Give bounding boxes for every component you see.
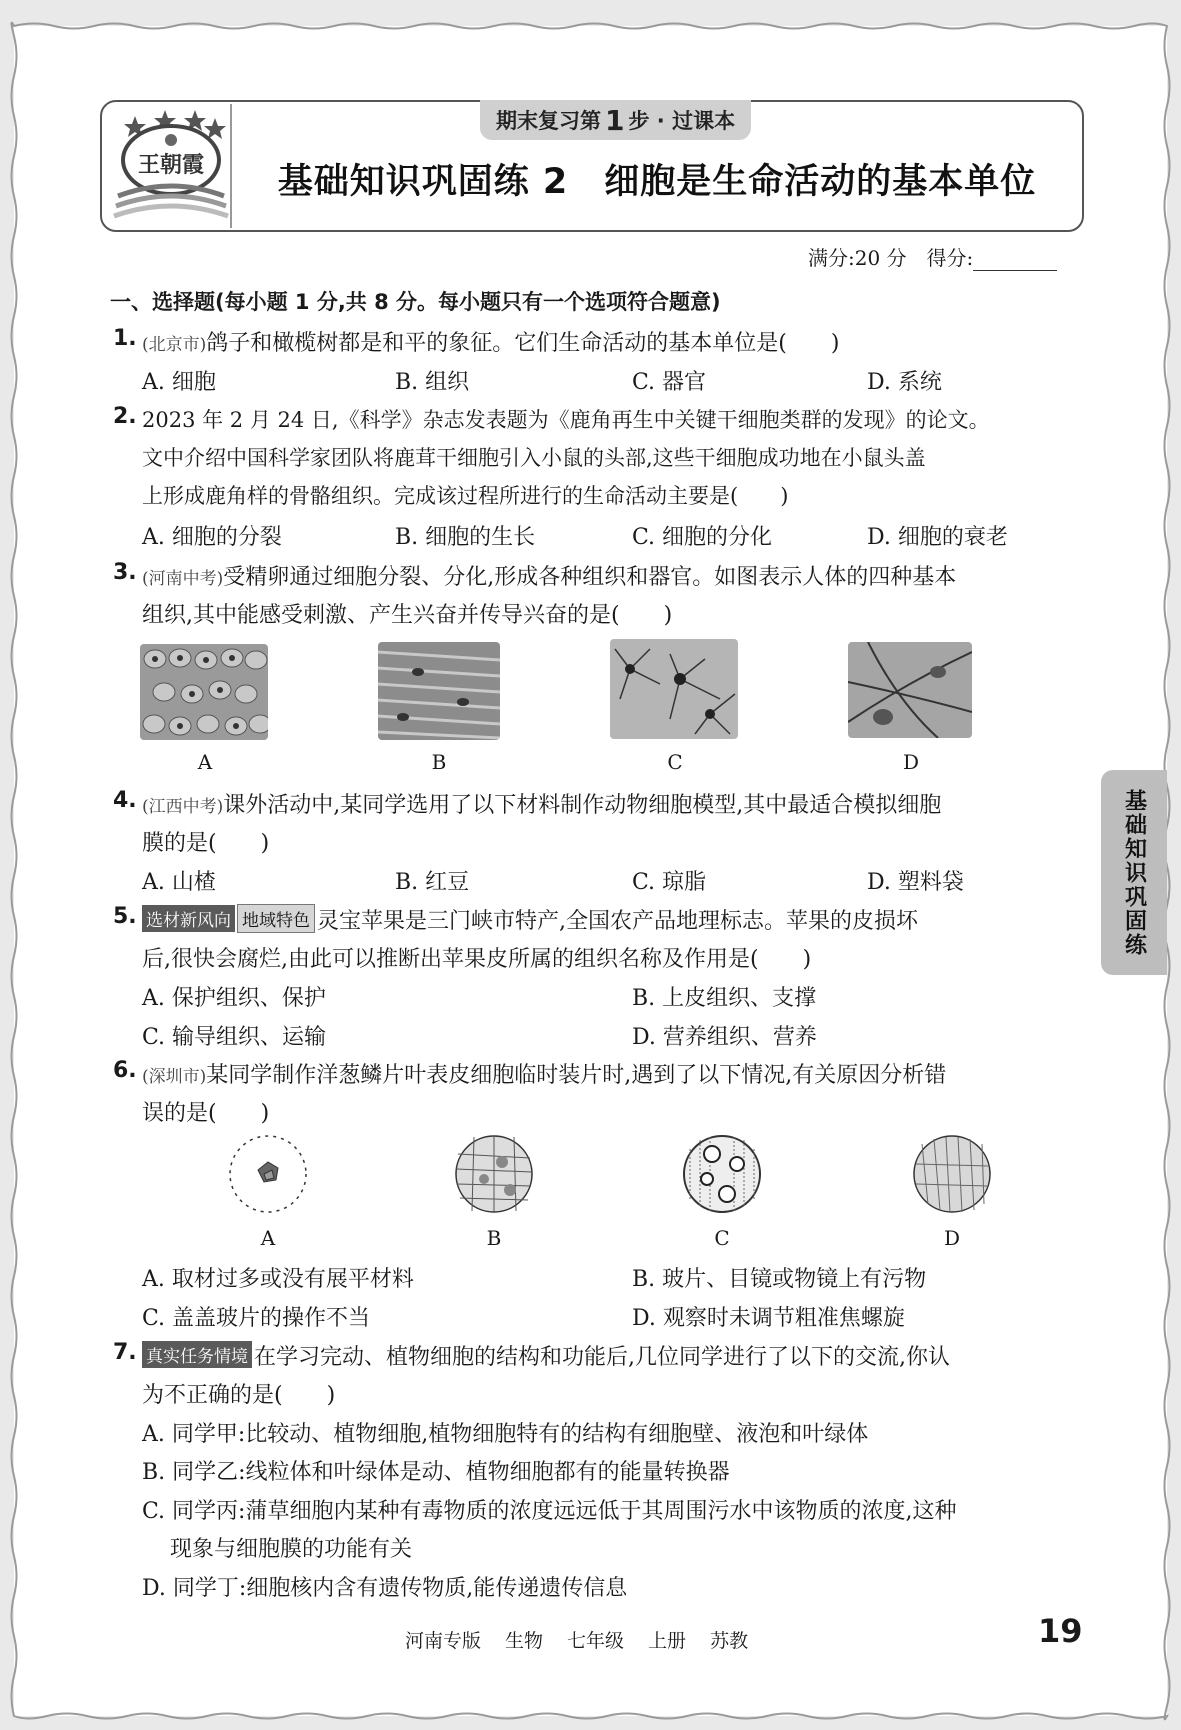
question-6-line-1: (深圳市)某同学制作洋葱鳞片叶表皮细胞临时装片时,遇到了以下情况,有关原因分析错 (142, 1063, 947, 1088)
q6-option-a[interactable]: A. 取材过多或没有展平材料 (142, 1267, 414, 1292)
question-6-number: 6. (113, 1058, 137, 1083)
slide-image-a (228, 1134, 308, 1214)
q2-option-b[interactable]: B. 细胞的生长 (395, 525, 536, 550)
q1-option-d[interactable]: D. 系统 (867, 370, 942, 395)
q2-option-a[interactable]: A. 细胞的分裂 (142, 525, 282, 550)
question-2-number: 2. (113, 404, 137, 429)
header-box (100, 100, 1084, 232)
q2-option-d[interactable]: D. 细胞的衰老 (867, 525, 1008, 550)
footer-subject: 生物 (505, 1630, 544, 1652)
page-title: 基础知识巩固练 2 细胞是生命活动的基本单位 (277, 162, 1037, 202)
step-prefix: 期末复习第 (496, 109, 601, 133)
footer-grade: 七年级 (567, 1630, 625, 1652)
question-2-line-2: 文中介绍中国科学家团队将鹿茸干细胞引入小鼠的头部,这些干细胞成功地在小鼠头盖 (142, 446, 926, 470)
step-tab (480, 100, 751, 140)
q7-option-a[interactable]: A. 同学甲:比较动、植物细胞,植物细胞特有的结构有细胞壁、液泡和叶绿体 (142, 1422, 869, 1447)
slide-image-d (912, 1134, 992, 1214)
q4-option-a[interactable]: A. 山楂 (142, 870, 216, 895)
score-box (808, 242, 1057, 271)
side-tab-label: 基础知识巩固练 (1121, 788, 1147, 957)
question-3-line-2: 组织,其中能感受刺激、产生兴奋并传导兴奋的是( ) (142, 603, 673, 628)
question-1-number: 1. (113, 326, 137, 351)
step-number: 1 (605, 103, 625, 137)
q6-option-b[interactable]: B. 玻片、目镜或物镜上有污物 (632, 1267, 927, 1292)
q2-option-c[interactable]: C. 细胞的分化 (632, 525, 773, 550)
q5-option-c[interactable]: C. 输导组织、运输 (142, 1025, 327, 1050)
q6-option-c[interactable]: C. 盖盖玻片的操作不当 (142, 1306, 371, 1331)
footer-volume: 上册 (648, 1630, 687, 1652)
q5-option-d[interactable]: D. 营养组织、营养 (632, 1025, 817, 1050)
slide-image-b (454, 1134, 534, 1214)
question-4-line-2: 膜的是( ) (142, 831, 270, 856)
question-2-line-1: 2023 年 2 月 24 日,《科学》杂志发表题为《鹿角再生中关键干细胞类群的发现》的论文。 (142, 408, 990, 432)
q4-option-d[interactable]: D. 塑料袋 (867, 870, 964, 895)
q6-label-b: B (486, 1226, 502, 1250)
footer-edition: 河南专版 (405, 1630, 482, 1652)
q1-option-a[interactable]: A. 细胞 (142, 370, 216, 395)
svg-text:王朝霞: 王朝霞 (137, 152, 205, 178)
question-3-number: 3. (113, 560, 137, 585)
section-heading: 一、选择题(每小题 1 分,共 8 分。每小题只有一个选项符合题意) (110, 290, 721, 314)
logo-divider (230, 104, 232, 228)
muscle-tissue-image (378, 642, 500, 740)
question-4-line-1: (江西中考)课外活动中,某同学选用了以下材料制作动物细胞模型,其中最适合模拟细胞 (142, 793, 942, 818)
nervous-tissue-image (610, 639, 738, 739)
brand-logo (112, 110, 230, 222)
q6-label-a: A (260, 1226, 276, 1250)
q1-option-c[interactable]: C. 器官 (632, 370, 707, 395)
q3-label-c: C (667, 750, 683, 774)
q5-option-a[interactable]: A. 保护组织、保护 (142, 986, 326, 1011)
question-5-number: 5. (113, 904, 137, 929)
q3-label-d: D (902, 750, 920, 774)
question-1-line-1: (北京市)鸽子和橄榄树都是和平的象征。它们生命活动的基本单位是( ) (142, 331, 840, 356)
q7-option-c[interactable]: C. 同学丙:蒲草细胞内某种有毒物质的浓度远远低于其周围污水中该物质的浓度,这种 (142, 1499, 957, 1524)
slide-image-c (682, 1134, 762, 1214)
full-score: 满分:20 分 (808, 246, 907, 270)
q6-label-d: D (943, 1226, 961, 1250)
step-suffix: 步 · 过课本 (628, 109, 736, 133)
q7-option-c-cont: 现象与细胞膜的功能有关 (170, 1537, 413, 1562)
q4-option-c[interactable]: C. 琼脂 (632, 870, 707, 895)
footer-publisher: 苏教 (710, 1630, 749, 1652)
tag-real-task: 真实任务情境 (142, 1341, 252, 1368)
score-blank[interactable] (973, 248, 1057, 271)
question-6-line-2: 误的是( ) (142, 1101, 270, 1126)
question-4-number: 4. (113, 788, 137, 813)
q3-label-a: A (197, 750, 213, 774)
q3-label-b: B (431, 750, 447, 774)
question-2-line-3: 上形成鹿角样的骨骼组织。完成该过程所进行的生命活动主要是( ) (142, 484, 789, 508)
question-3-line-1: (河南中考)受精卵通过细胞分裂、分化,形成各种组织和器官。如图表示人体的四种基本 (142, 565, 957, 590)
q6-label-c: C (714, 1226, 730, 1250)
connective-tissue-image (848, 642, 972, 738)
tag-new-trend: 选材新风向 (142, 905, 235, 932)
epithelial-tissue-image (140, 644, 268, 740)
q5-option-b[interactable]: B. 上皮组织、支撑 (632, 986, 817, 1011)
question-7-line-1: 真实任务情境 在学习完动、植物细胞的结构和功能后,几位同学进行了以下的交流,你认 (142, 1340, 950, 1371)
question-7-number: 7. (113, 1340, 137, 1365)
q1-option-b[interactable]: B. 组织 (395, 370, 470, 395)
page-number: 19 (1038, 1612, 1083, 1650)
question-5-line-2: 后,很快会腐烂,由此可以推断出苹果皮所属的组织名称及作用是( ) (142, 947, 812, 972)
tag-regional: 地域特色 (237, 904, 315, 933)
side-section-tab (1101, 770, 1167, 975)
question-5-line-1: 选材新风向 地域特色 灵宝苹果是三门峡市特产,全国农产品地理标志。苹果的皮损坏 (142, 904, 918, 935)
footer (405, 1626, 748, 1653)
score-got-label: 得分: (927, 242, 1058, 271)
q4-option-b[interactable]: B. 红豆 (395, 870, 470, 895)
q7-option-b[interactable]: B. 同学乙:线粒体和叶绿体是动、植物细胞都有的能量转换器 (142, 1460, 730, 1485)
q6-option-d[interactable]: D. 观察时未调节粗准焦螺旋 (632, 1306, 905, 1331)
q7-option-d[interactable]: D. 同学丁:细胞核内含有遗传物质,能传递遗传信息 (142, 1576, 628, 1601)
question-7-line-2: 为不正确的是( ) (142, 1383, 336, 1408)
